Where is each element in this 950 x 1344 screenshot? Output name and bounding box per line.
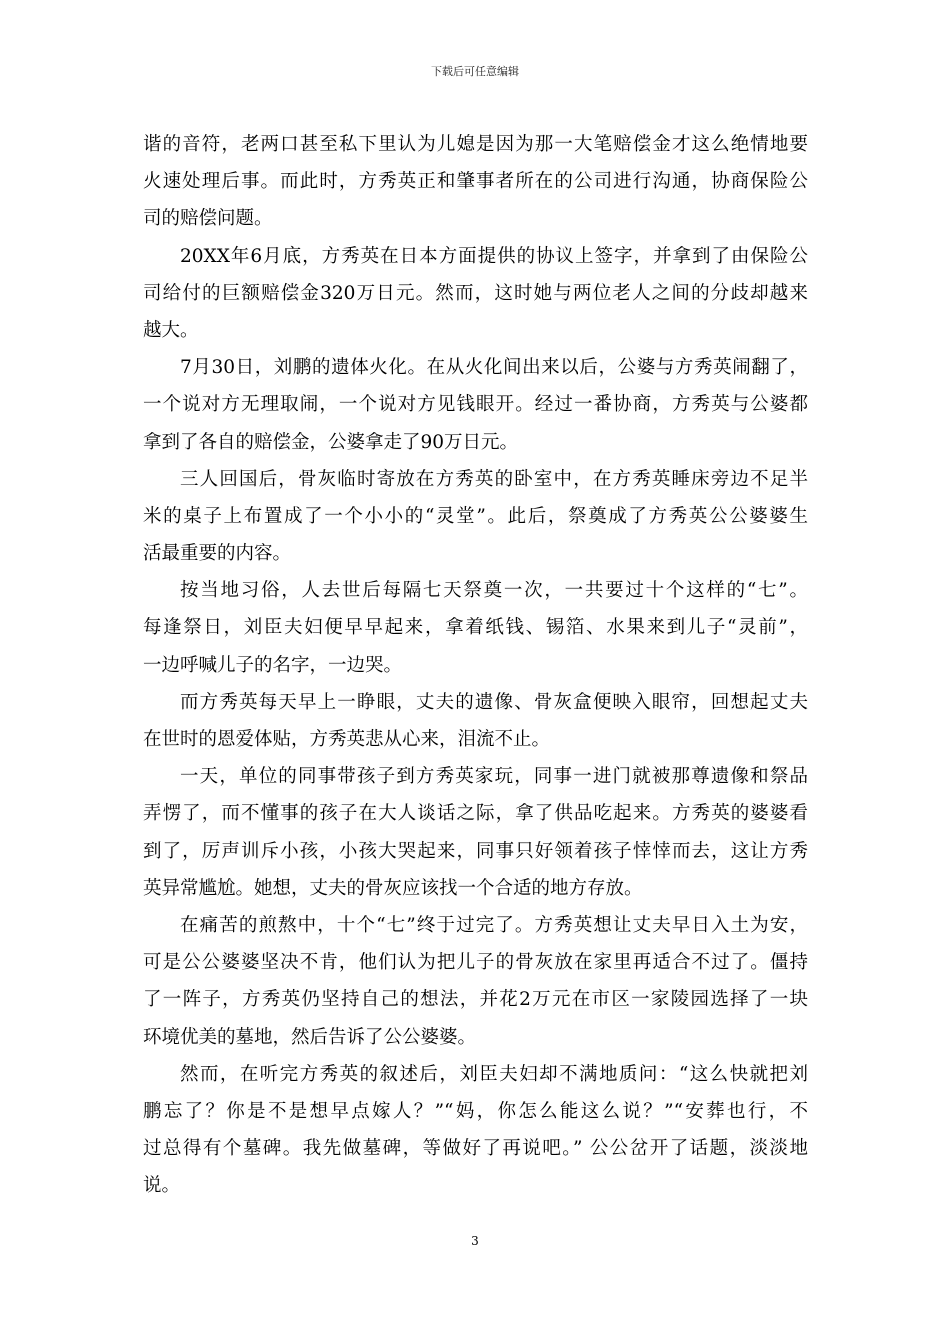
text-line: 米的桌子上布置成了一个小小的“灵堂”。此后，祭奠成了方秀英公公婆婆生 bbox=[143, 505, 808, 527]
paragraph-first-line: 而方秀英每天早上一睁眼，丈夫的遗像、骨灰盒便映入眼帘，回想起丈夫 bbox=[180, 691, 808, 713]
body-text bbox=[143, 126, 808, 1204]
text-line: 在世时的恩爱体贴，方秀英悲从心来，泪流不止。 bbox=[143, 729, 551, 750]
paragraph-first-line: 三人回国后，骨灰临时寄放在方秀英的卧室中，在方秀英睡床旁边不足半 bbox=[180, 468, 808, 490]
text-line: 拿到了各自的赔偿金，公婆拿走了90万日元。 bbox=[143, 431, 519, 453]
text-line: 说。 bbox=[143, 1175, 181, 1197]
text-line: 鹏忘了？你是不是想早点嫁人？”“妈，你怎么能这么说？”“安葬也行，不 bbox=[143, 1100, 808, 1122]
text-line: 英异常尴尬。她想，丈夫的骨灰应该找一个合适的地方存放。 bbox=[143, 877, 643, 899]
page-number: 3 bbox=[471, 1234, 479, 1248]
text-line: 一边呼喊儿子的名字，一边哭。 bbox=[143, 654, 403, 676]
text-line: 司的赔偿问题。 bbox=[143, 208, 273, 230]
text-line: 环境优美的墓地，然后告诉了公公婆婆。 bbox=[143, 1026, 477, 1048]
text-line: 越大。 bbox=[143, 319, 199, 341]
text-line: 一个说对方无理取闹，一个说对方见钱眼开。经过一番协商，方秀英与公婆都 bbox=[143, 394, 808, 416]
paragraph-first-line: 在痛苦的煎熬中，十个“七”终于过完了。方秀英想让丈夫早日入土为安， bbox=[180, 914, 808, 936]
text-line: 过总得有个墓碑。我先做墓碑，等做好了再说吧。” 公公岔开了话题，淡淡地 bbox=[143, 1138, 808, 1160]
text-line: 每逢祭日，刘臣夫妇便早早起来，拿着纸钱、锡箔、水果来到儿子“灵前”， bbox=[143, 617, 808, 639]
text-line: 到了，厉声训斥小孩，小孩大哭起来，同事只好领着孩子悻悻而去，这让方秀 bbox=[143, 840, 808, 862]
text-line: 谐的音符，老两口甚至私下里认为儿媳是因为那一大笔赔偿金才这么绝情地要 bbox=[143, 134, 808, 155]
paragraph-first-line: 一天，单位的同事带孩子到方秀英家玩，同事一进门就被那尊遗像和祭品 bbox=[180, 766, 808, 788]
paragraph-first-line: 然而，在听完方秀英的叙述后，刘臣夫妇却不满地质问：“这么快就把刘 bbox=[180, 1063, 808, 1085]
paragraph-first-line: 20XX年6月底，方秀英在日本方面提供的协议上签字，并拿到了由保险公 bbox=[180, 245, 808, 267]
paragraph-first-line: 按当地习俗，人去世后每隔七天祭奠一次，一共要过十个这样的“七”。 bbox=[180, 580, 808, 602]
text-line: 司给付的巨额赔偿金320万日元。然而，这时她与两位老人之间的分歧却越来 bbox=[143, 282, 808, 304]
page-header: 下载后可任意编辑 bbox=[431, 65, 519, 78]
paragraph-first-line: 7月30日，刘鹏的遗体火化。在从火化间出来以后，公婆与方秀英闹翻了， bbox=[180, 357, 808, 379]
text-line: 火速处理后事。而此时，方秀英正和肇事者所在的公司进行沟通，协商保险公 bbox=[143, 171, 808, 193]
text-line: 可是公公婆婆坚决不肯，他们认为把儿子的骨灰放在家里再适合不过了。僵持 bbox=[143, 952, 808, 974]
text-line: 弄愣了，而不懂事的孩子在大人谈话之际，拿了供品吃起来。方秀英的婆婆看 bbox=[143, 803, 808, 825]
text-line: 了一阵子，方秀英仍坚持自己的想法，并花2万元在市区一家陵园选择了一块 bbox=[143, 989, 808, 1011]
text-line: 活最重要的内容。 bbox=[143, 543, 292, 565]
